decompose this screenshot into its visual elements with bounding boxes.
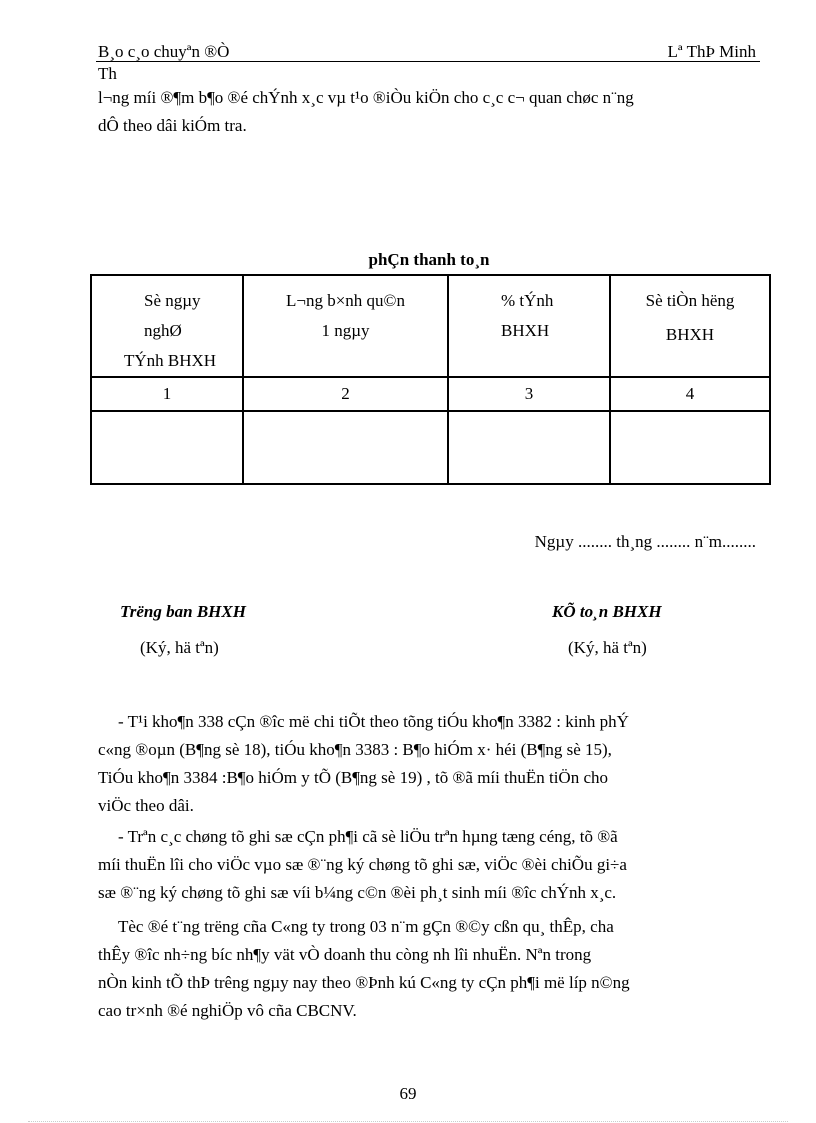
empty-cell [91, 411, 243, 484]
paragraph-line: nÒn kinh tÕ thÞ trêng ngµy nay theo ®Þnh kú C«ng ty cÇn ph¶i më líp n©ng [98, 973, 630, 992]
empty-cell [448, 411, 610, 484]
paragraph-line: - T¹i kho¶n 338 cÇn ®îc më chi tiÕt theo tõng tiÓu kho¶n 3382 : kinh phÝ [118, 712, 629, 731]
header-text: 1 ngµy [321, 321, 370, 340]
paragraph-line: viÖc theo dâi. [98, 796, 194, 815]
page-bottom-edge [28, 1121, 788, 1122]
paragraph-line: - Trªn c¸c chøng tõ ghi sæ cÇn ph¶i cã sè liÖu trªn hµng tæng céng, tõ ®ã [118, 827, 618, 846]
payment-table [90, 274, 771, 485]
signature-left-title: Trëng ban BHXH [120, 602, 246, 621]
header-cell-avg-wage [243, 275, 448, 377]
header-cell-amount [610, 275, 770, 377]
header-text: L¬ng b×nh qu©n [286, 291, 405, 310]
header-title: B¸o c¸o chuyªn ®Ò [98, 42, 230, 61]
signature-left-note: (Ký, hä tªn) [140, 638, 219, 657]
paragraph-line: míi thuËn lîi cho viÖc vµo sæ ®¨ng ký chøng tõ ghi sæ, viÖc ®èi chiÕu gi÷a [98, 855, 627, 874]
header-cell-percent [448, 275, 610, 377]
paragraph-growth [98, 913, 756, 1025]
paragraph-vouchers [98, 823, 756, 907]
paragraph-line: sæ ®¨ng ký chøng tõ ghi sæ víi b¼ng c©n ®èi ph¸t sinh míi ®îc chÝnh x¸c. [98, 883, 617, 902]
intro-paragraph [98, 84, 756, 140]
table-empty-row [91, 411, 770, 484]
intro-fragment: Th [98, 64, 117, 83]
signature-right-note: (Ký, hä tªn) [568, 638, 647, 657]
header-text: BHXH [501, 321, 550, 340]
paragraph-line: Tèc ®é t¨ng trëng cña C«ng ty trong 03 n¨m gÇn ®©y cßn qu¸ thÊp, cha [118, 917, 614, 936]
table-header-row [91, 275, 770, 377]
column-number: 4 [610, 377, 770, 411]
signature-right-title: KÕ to¸n BHXH [552, 602, 662, 621]
intro-line: dÔ theo dâi kiÓm tra. [98, 116, 247, 135]
column-number: 1 [91, 377, 243, 411]
table-number-row [91, 377, 770, 411]
intro-line: l¬ng míi ®¶m b¶o ®é chÝnh x¸c vµ t¹o ®iÒu kiÖn cho c¸c c¬ quan chøc n¨ng [98, 88, 634, 107]
header-text: Sè tiÒn hëng [645, 291, 735, 310]
header-text: TÝnh BHXH [124, 351, 217, 370]
paragraph-line: TiÓu kho¶n 3384 :B¶o hiÓm y tÕ (B¶ng sè 19) , tõ ®ã míi thuËn tiÖn cho [98, 768, 608, 787]
header-cell-days [91, 275, 243, 377]
header-divider [96, 61, 760, 62]
date-line: Ngµy ........ th¸ng ........ n¨m........ [534, 532, 756, 551]
header-text: Sè ngµy [144, 291, 201, 310]
empty-cell [610, 411, 770, 484]
paragraph-line: cao tr×nh ®é nghiÖp vô cña CBCNV. [98, 1001, 357, 1020]
column-number: 3 [448, 377, 610, 411]
paragraph-line: c«ng ®oµn (B¶ng sè 18), tiÓu kho¶n 3383 : B¶o hiÓm x· héi (B¶ng sè 15), [98, 740, 612, 759]
header-text: % tÝnh [501, 291, 554, 310]
header-text: nghØ [144, 321, 182, 340]
column-number: 2 [243, 377, 448, 411]
empty-cell [243, 411, 448, 484]
paragraph-accounts [98, 708, 756, 820]
table-title: phÇn thanh to¸n [368, 250, 490, 269]
header-text: BHXH [665, 325, 715, 344]
paragraph-line: thÊy ®îc nh÷ng bíc nh¶y vät vÒ doanh thu còng nh lîi nhuËn. Nªn trong [98, 945, 592, 964]
page-number: 69 [399, 1084, 417, 1103]
header-author: Lª ThÞ Minh [667, 42, 756, 61]
